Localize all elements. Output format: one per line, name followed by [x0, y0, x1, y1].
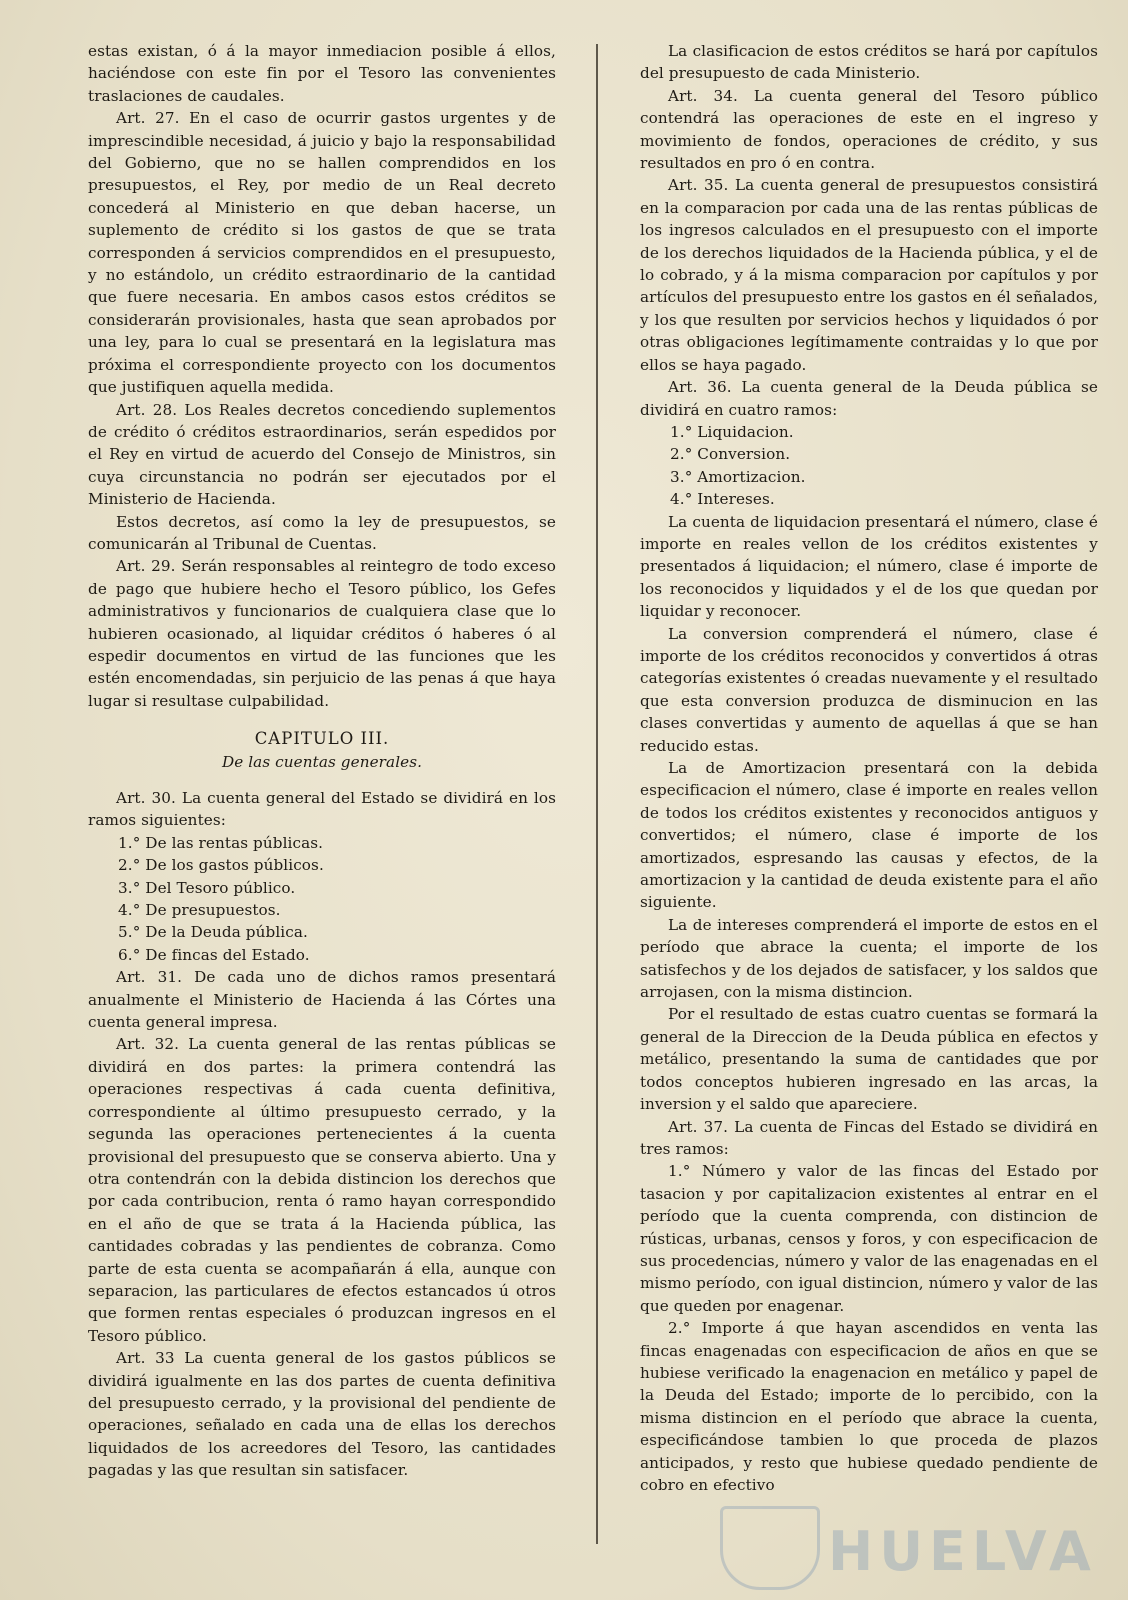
article-28-continuation: Estos decretos, así como la ley de presupuestos, se comunicarán al Tribunal de Cuentas. — [88, 512, 556, 553]
list-item: 2.° Conversion. — [670, 445, 791, 464]
list-item: 4.° Intereses. — [670, 490, 775, 509]
right-column — [640, 40, 1098, 1496]
paragraph: estas existan, ó á la mayor inmediacion posible á ellos, haciéndose con este fin por el Tesoro las convenientes traslaciones de caudales. — [88, 42, 556, 105]
article-37-item-2: 2.° Importe á que hayan ascendidos en venta las fincas enagenadas con especificacion de años en que se hubiese verificado la enagenacion en metálico y papel de la Deuda del Estado; importe de lo percibido, con la misma distincion en el período que abrace la cuenta, especificándose tambien lo que proceda de plazos anticipados, y resto que hubiese quedado pendiente de cobro en efectivo — [640, 1319, 1098, 1494]
paragraph-amortizacion: La de Amortizacion presentará con la debida especificacion el número, clase é importe en reales vellon de todos los créditos existentes y reconocidos antiguos y convertidos; el número, clase é importe de los amortizados, espresando las causas y efectos, de la amortizacion y la cantidad de deuda existente para el año siguiente. — [640, 759, 1098, 912]
article-28: Art. 28. Los Reales decretos concediendo suplementos de crédito ó créditos estraordinarios, serán espedidos por el Rey en virtud de acuerdo del Consejo de Ministros, sin cuya circunstancia no podrán ser ejecutados por el Ministerio de Hacienda. — [88, 400, 556, 509]
article-37: Art. 37. La cuenta de Fincas del Estado se dividirá en tres ramos: — [640, 1117, 1098, 1158]
list-item: 1.° De las rentas públicas. — [118, 833, 324, 852]
article-31: Art. 31. De cada uno de dichos ramos presentará anualmente el Ministerio de Hacienda á las Córtes una cuenta general impresa. — [88, 968, 556, 1032]
article-33: Art. 33 La cuenta general de los gastos públicos se dividirá igualmente en las dos partes de cuenta definitiva del presupuesto cerrado, y la provisional del pendiente de operaciones, señalado en cada una de ellas los derechos liquidados de los acreedores del Tesoro, las cantidades pagadas y las que resultan sin satisfacer. — [88, 1349, 556, 1480]
paragraph-liquidacion: La cuenta de liquidacion presentará el número, clase é importe en reales vellon de los créditos existentes y presentados á liquidacion; el número, clase é importe de los reconocidos y liquidados y el de los que quedan por liquidar y reconocer. — [640, 512, 1098, 621]
list-item: 3.° Amortizacion. — [670, 467, 806, 486]
article-37-item-1: 1.° Número y valor de las fincas del Estado por tasacion y por capitalizacion existentes al entrar en el período que la cuenta comprenda, con distincion de rústicas, urbanas, censos y foros, y con especificacion de sus procedencias, número y valor de las enagenadas en el mismo período, con igual distincion, número y valor de las que queden por enagenar. — [640, 1162, 1098, 1315]
article-30: Art. 30. La cuenta general del Estado se dividirá en los ramos siguientes: — [88, 789, 556, 830]
list-item: 1.° Liquidacion. — [670, 422, 794, 441]
article-35: Art. 35. La cuenta general de presupuestos consistirá en la comparacion por cada una de las rentas públicas de los ingresos calculados en el presupuesto con el importe de los derechos liquidados de la Hacienda pública, y el de lo cobrado, y á la misma comparacion por capítulos y por artículos del presupuesto entre los gastos en él señalados, y los que resulten por servicios hechos y liquidados ó por otras obligaciones legítimamente contraidas y lo que por ellos se haya pagado. — [640, 176, 1098, 374]
article-36: Art. 36. La cuenta general de la Deuda pública se dividirá en cuatro ramos: — [640, 378, 1098, 419]
list-item: 4.° De presupuestos. — [118, 901, 281, 920]
watermark-text: HUELVA — [828, 1520, 1097, 1583]
article-29: Art. 29. Serán responsables al reintegro de todo exceso de pago que hubiere hecho el Tesoro público, los Gefes administrativos y funcionarios de cualquiera clase que lo hubieren ocasionado, al liquidar créditos ó haberes ó al espedir documentos en virtud de las funciones que les estén encomendadas, sin perjuicio de las penas á que haya lugar si resultase culpabilidad. — [88, 557, 556, 710]
list-item: 6.° De fincas del Estado. — [118, 945, 310, 964]
library-watermark — [720, 1500, 1097, 1590]
article-32: Art. 32. La cuenta general de las rentas públicas se dividirá en dos partes: la primera contendrá las operaciones respectivas á cada cuenta definitiva, correspondiente al último presupuesto cerrado, y la segunda las operaciones pertenecientes á la cuenta provisional del presupuesto que se conserva abierto. Una y otra contendrán con la debida distincion los derechos que por cada contribucion, renta ó ramo hayan correspondido en el año de que se trata á la Hacienda pública, las cantidades cobradas y las pendientes de cobranza. Como parte de esta cuenta se acompañarán á ella, aunque con separacion, las particulares de efectos estancados ú otros que formen rentas especiales ó produzcan ingresos en el Tesoro público. — [88, 1035, 556, 1345]
list-item: 2.° De los gastos públicos. — [118, 856, 324, 875]
paragraph-conversion: La conversion comprenderá el número, clase é importe de los créditos reconocidos y convertidos á otras categorías existentes ó creadas nuevamente y el resultado que esta conversion produzca de disminucion en las clases convertidas y aumento de aquellas á que se han reducido estas. — [640, 624, 1098, 755]
shield-icon — [720, 1506, 820, 1590]
list-item: 3.° Del Tesoro público. — [118, 878, 296, 897]
list-item: 5.° De la Deuda pública. — [118, 923, 308, 942]
paragraph-resultado: Por el resultado de estas cuatro cuentas se formará la general de la Direccion de la Deuda pública en efectos y metálico, presentando la suma de cantidades que por todos conceptos hubieren ingresado en las arcas, la inversion y el saldo que apareciere. — [640, 1005, 1098, 1114]
article-27: Art. 27. En el caso de ocurrir gastos urgentes y de imprescindible necesidad, á juicio y bajo la responsabilidad del Gobierno, que no se hallen comprendidos en los presupuestos, el Rey, por medio de un Real decreto concederá al Ministerio en que deban hacerse, un suplemento de crédito si los gastos de que se trata corresponden á servicios comprendidos en el presupuesto, y no estándolo, un crédito estraordinario de la cantidad que fuere necesaria. En ambos casos estos créditos se considerarán provisionales, hasta que sean aprobados por una ley, para lo cual se presentará en la legislatura mas próxima el correspondiente proyecto con los documentos que justifiquen aquella medida. — [88, 109, 556, 397]
chapter-subtitle: De las cuentas generales. — [221, 752, 423, 771]
article-34: Art. 34. La cuenta general del Tesoro público contendrá las operaciones de este en el ingreso y movimiento de fondos, operaciones de crédito, y sus resultados en pro ó en contra. — [640, 86, 1098, 173]
column-divider — [596, 44, 598, 1544]
chapter-title: CAPITULO III. — [254, 729, 390, 749]
left-column — [88, 40, 556, 1482]
paragraph-intereses: La de intereses comprenderá el importe de estos en el período que abrace la cuenta; el importe de los satisfechos y de los dejados de satisfacer, y los saldos que arrojasen, con la misma distincion. — [640, 915, 1098, 1002]
paragraph: La clasificacion de estos créditos se hará por capítulos del presupuesto de cada Ministerio. — [640, 42, 1098, 83]
